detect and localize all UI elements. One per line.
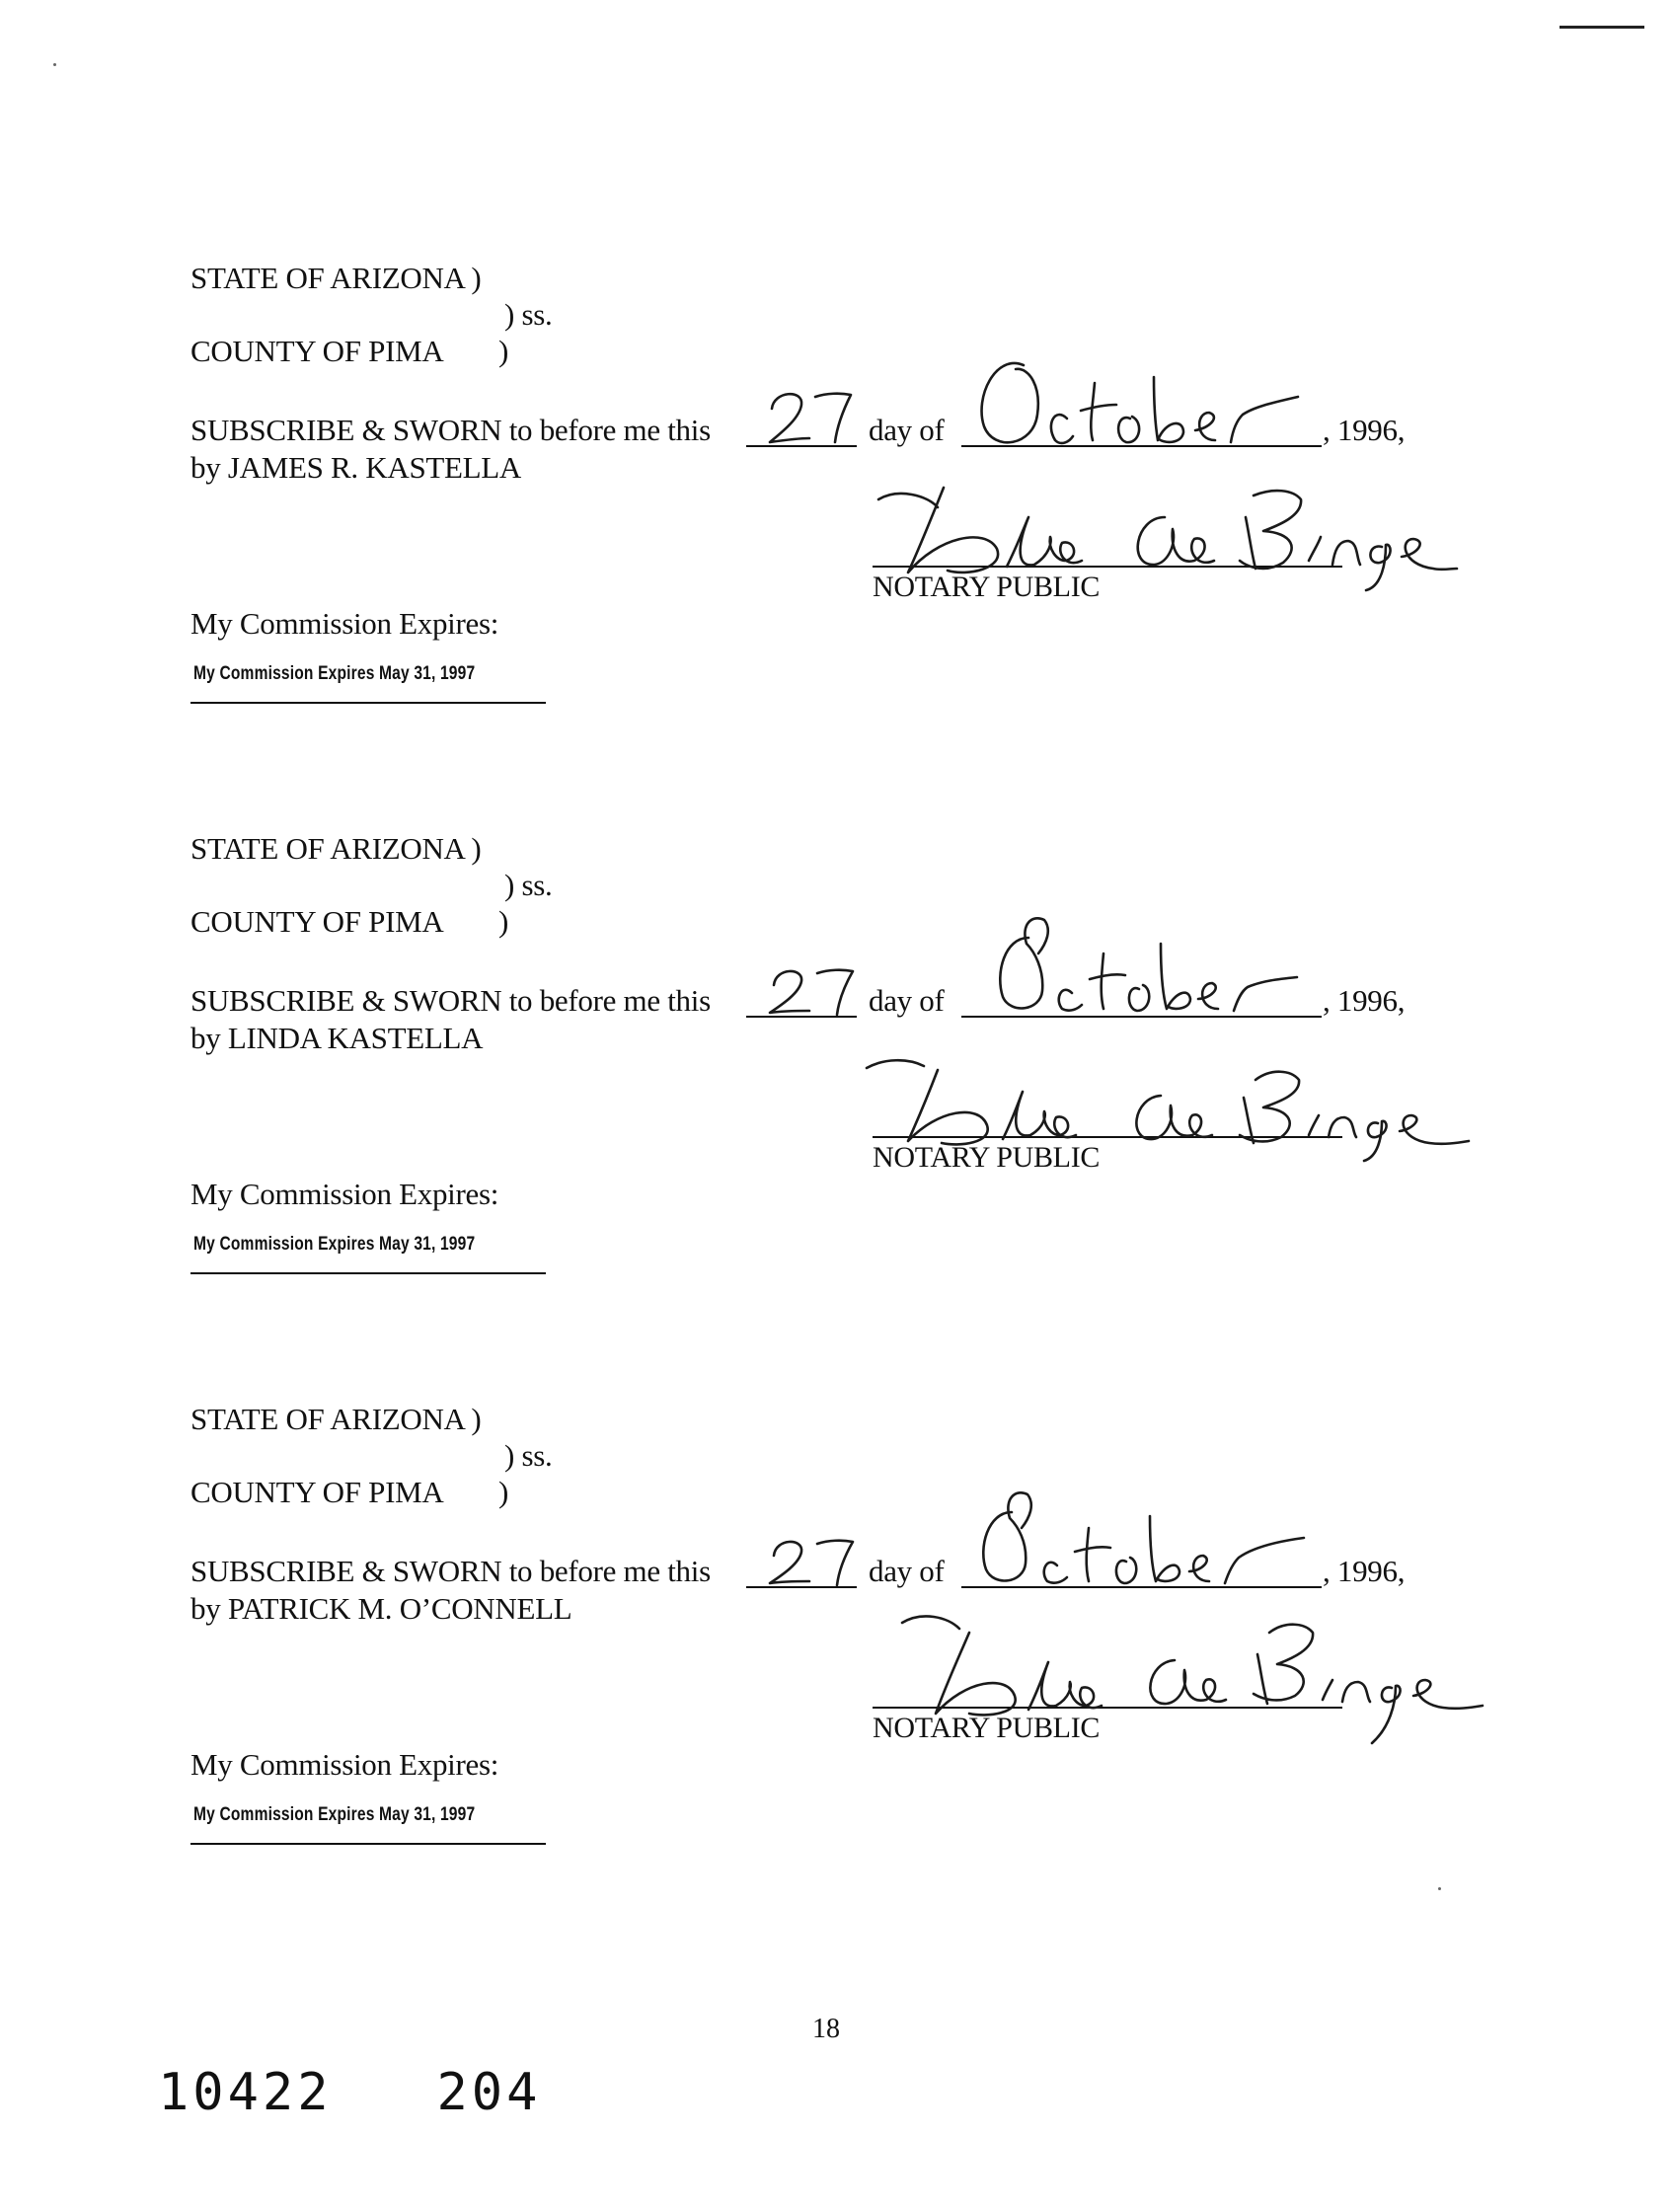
subscriber-name: by PATRICK M. O’CONNELL: [190, 1591, 572, 1626]
state-line: STATE OF ARIZONA ): [190, 831, 482, 866]
state-line: STATE OF ARIZONA ): [190, 1402, 482, 1436]
scan-speck: [1438, 1887, 1441, 1890]
ss-label: ) ss.: [504, 297, 553, 332]
notary-public-label: NOTARY PUBLIC: [873, 571, 1101, 603]
county-line: COUNTY OF PIMA: [190, 1475, 444, 1509]
commission-line: [190, 1843, 546, 1845]
county-paren: ): [498, 1475, 509, 1509]
subscribe-text: SUBSCRIBE & SWORN to before me this: [190, 1554, 711, 1588]
commission-stamp: My Commission Expires May 31, 1997: [193, 663, 476, 684]
page-number: 18: [812, 2014, 840, 2044]
commission-line: [190, 702, 546, 704]
county-paren: ): [498, 904, 509, 939]
subscribe-text: SUBSCRIBE & SWORN to before me this: [190, 983, 711, 1018]
commission-expires-label: My Commission Expires:: [190, 1747, 499, 1782]
jurat-block: [0, 833, 1674, 1297]
handwritten-day: [764, 959, 863, 1019]
commission-stamp: My Commission Expires May 31, 1997: [193, 1234, 476, 1255]
commission-expires-label: My Commission Expires:: [190, 1177, 499, 1211]
handwritten-day: [764, 383, 863, 448]
corner-mark: [1560, 26, 1644, 29]
subscribe-text: SUBSCRIBE & SWORN to before me this: [190, 413, 711, 447]
commission-expires-label: My Commission Expires:: [190, 606, 499, 641]
year-text: , 1996,: [1323, 983, 1406, 1018]
commission-stamp: My Commission Expires May 31, 1997: [193, 1804, 476, 1825]
handwritten-month: [972, 357, 1308, 448]
document-number: 10422 204: [158, 2063, 542, 2122]
ss-label: ) ss.: [504, 868, 553, 902]
county-line: COUNTY OF PIMA: [190, 904, 444, 939]
scan-speck: [53, 63, 56, 66]
notary-public-label: NOTARY PUBLIC: [873, 1712, 1101, 1744]
handwritten-month: [972, 1487, 1308, 1589]
year-text: , 1996,: [1323, 413, 1406, 447]
jurat-block: [0, 263, 1674, 726]
commission-line: [190, 1272, 546, 1274]
handwritten-day: [764, 1530, 863, 1589]
day-of-label: day of: [869, 1554, 945, 1588]
notary-public-label: NOTARY PUBLIC: [873, 1141, 1101, 1174]
day-of-label: day of: [869, 983, 945, 1018]
ss-label: ) ss.: [504, 1438, 553, 1473]
subscriber-name: by LINDA KASTELLA: [190, 1021, 484, 1055]
state-line: STATE OF ARIZONA ): [190, 261, 482, 295]
county-paren: ): [498, 334, 509, 368]
year-text: , 1996,: [1323, 1554, 1406, 1588]
handwritten-month: [987, 914, 1303, 1019]
jurat-block: [0, 1404, 1674, 1868]
subscriber-name: by JAMES R. KASTELLA: [190, 450, 522, 485]
county-line: COUNTY OF PIMA: [190, 334, 444, 368]
day-of-label: day of: [869, 413, 945, 447]
